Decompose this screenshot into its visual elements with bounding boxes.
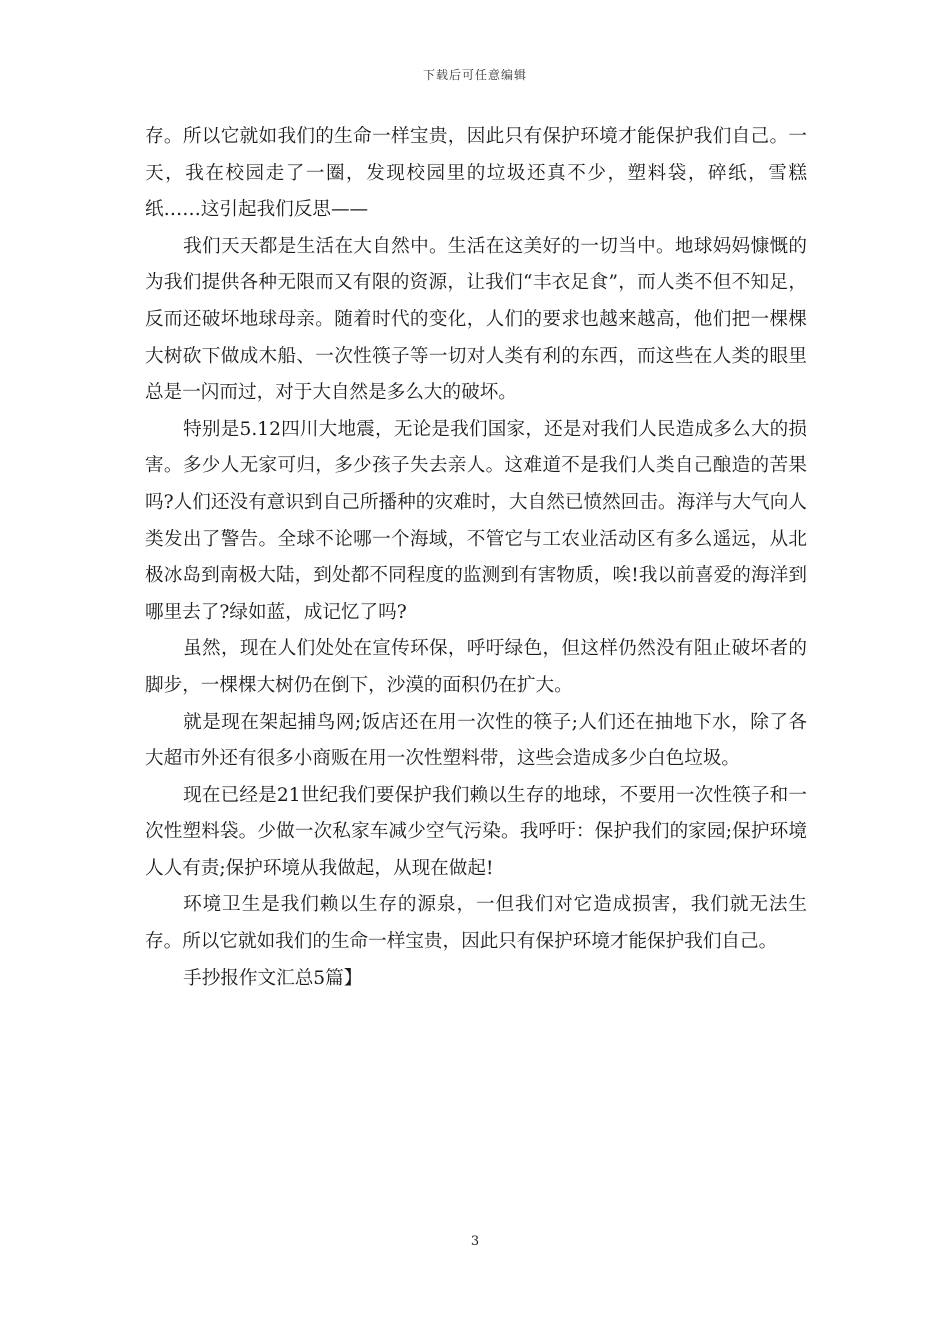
paragraph-4: 虽然，现在人们处处在宣传环保，呼吁绿色，但这样仍然没有阻止破坏者的脚步，一棵棵大树仍在倒下，沙漠的面积仍在扩大。 (145, 638, 807, 696)
paragraph-1: 存。所以它就如我们的生命一样宝贵，因此只有保护环境才能保护我们自己。一天，我在校园走了一圈，发现校园里的垃圾还真不少，塑料袋，碎纸，雪糕纸……这引起我们反思—— (145, 126, 807, 221)
paragraph-5: 就是现在架起捕鸟网;饭店还在用一次性的筷子;人们还在抽地下水，除了各大超市外还有很多小商贩在用一次性塑料带，这些会造成多少白色垃圾。 (145, 711, 807, 770)
document-body (145, 119, 807, 997)
paragraph-6: 现在已经是21世纪我们要保护我们赖以生存的地球，不要用一次性筷子和一次性塑料袋。少做一次私家车减少空气污染。我呼吁：保护我们的家园;保护环境人人有责;保护环境从我做起，从现在做起! (145, 784, 807, 879)
paragraph-3: 特别是5.12四川大地震，无论是我们国家，还是对我们人民造成多么大的损害。多少人无家可归，多少孩子失去亲人。这难道不是我们人类自己酿造的苦果吗?人们还没有意识到自己所播种的灾难时，大自然已愤然回击。海洋与大气向人类发出了警告。全球不论哪一个海域，不管它与工农业活动区有多么遥远，从北极冰岛到南极大陆，到处都不同程度的监测到有害物质，唉!我以前喜爱的海洋到哪里去了?绿如蓝，成记忆了吗? (145, 418, 807, 623)
paragraph-8: 手抄报作文汇总5篇】 (183, 967, 363, 989)
page-number: 3 (470, 1234, 480, 1249)
paragraph-7: 环境卫生是我们赖以生存的源泉，一但我们对它造成损害，我们就无法生存。所以它就如我们的生命一样宝贵，因此只有保护环境才能保护我们自己。 (145, 894, 807, 953)
paragraph-2: 我们天天都是生活在大自然中。生活在这美好的一切当中。地球妈妈慷慨的为我们提供各种无限而又有限的资源，让我们“丰衣足食”，而人类不但不知足，反而还破坏地球母亲。随着时代的变化，人们的要求也越来越高，他们把一棵棵大树砍下做成木船、一次性筷子等一切对人类有利的东西，而这些在人类的眼里总是一闪而过，对于大自然是多么大的破坏。 (145, 235, 807, 404)
page-header: 下载后可任意编辑 (422, 68, 527, 82)
